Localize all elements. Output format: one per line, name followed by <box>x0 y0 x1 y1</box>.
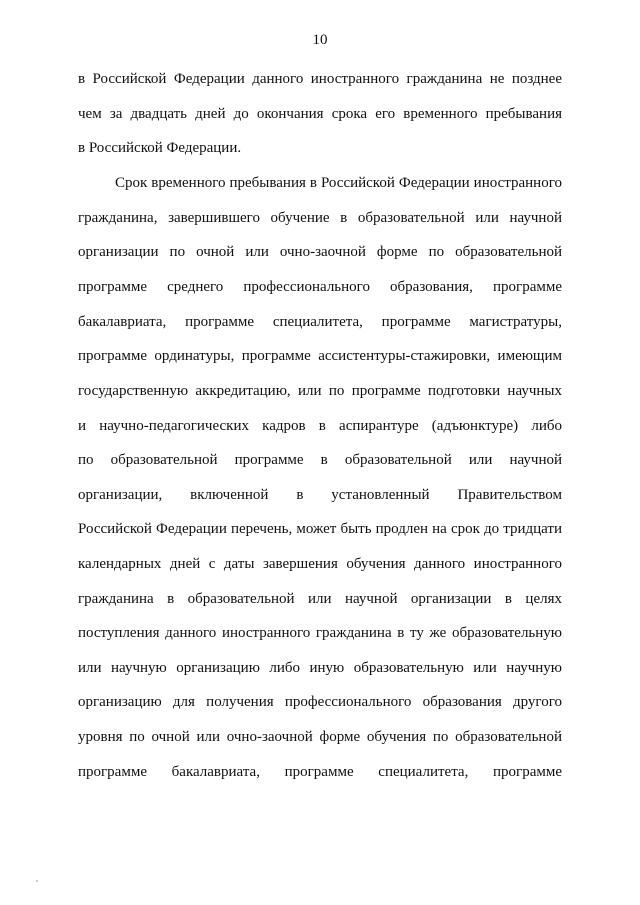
text-line-10: государственную аккредитацию, или по программе подготовки научных <box>78 383 562 399</box>
text-line-9: программе ординатуры, программе ассистентуры-стажировки, имеющим <box>78 348 562 364</box>
text-line-20: уровня по очной или очно-заочной форме обучения по образовательной <box>78 729 562 745</box>
text-line-18: или научную организацию либо иную образовательную или научную <box>78 660 562 676</box>
text-line-11: и научно-педагогических кадров в аспирантуре (адъюнктуре) либо <box>78 418 562 434</box>
text-line-4: Срок временного пребывания в Российской Федерации иностранного <box>115 175 562 191</box>
text-line-14: Российской Федерации перечень, может быть продлен на срок до тридцати <box>78 521 562 537</box>
text-line-16: гражданина в образовательной или научной организации в целях <box>78 591 562 607</box>
text-line-3: в Российской Федерации. <box>78 140 242 156</box>
text-line-5: гражданина, завершившего обучение в образовательной или научной <box>78 210 562 226</box>
text-line-19: организацию для получения профессионального образования другого <box>78 694 562 710</box>
text-line-6: организации по очной или очно-заочной форме по образовательной <box>78 244 562 260</box>
text-line-17: поступления данного иностранного гражданина в ту же образовательную <box>78 625 562 641</box>
text-line-2: чем за двадцать дней до окончания срока его временного пребывания <box>78 106 562 122</box>
text-line-21: программе бакалавриата, программе специалитета, программе <box>78 764 562 780</box>
text-line-1: в Российской Федерации данного иностранного гражданина не позднее <box>78 71 562 87</box>
text-line-12: по образовательной программе в образовательной или научной <box>78 452 562 468</box>
text-line-13: организации, включенной в установленный Правительством <box>78 487 562 503</box>
scan-speck <box>36 880 38 882</box>
page-number: 10 <box>312 32 328 48</box>
text-line-7: программе среднего профессионального образования, программе <box>78 279 562 295</box>
text-line-15: календарных дней с даты завершения обучения данного иностранного <box>78 556 562 572</box>
text-line-8: бакалавриата, программе специалитета, программе магистратуры, <box>78 314 562 330</box>
